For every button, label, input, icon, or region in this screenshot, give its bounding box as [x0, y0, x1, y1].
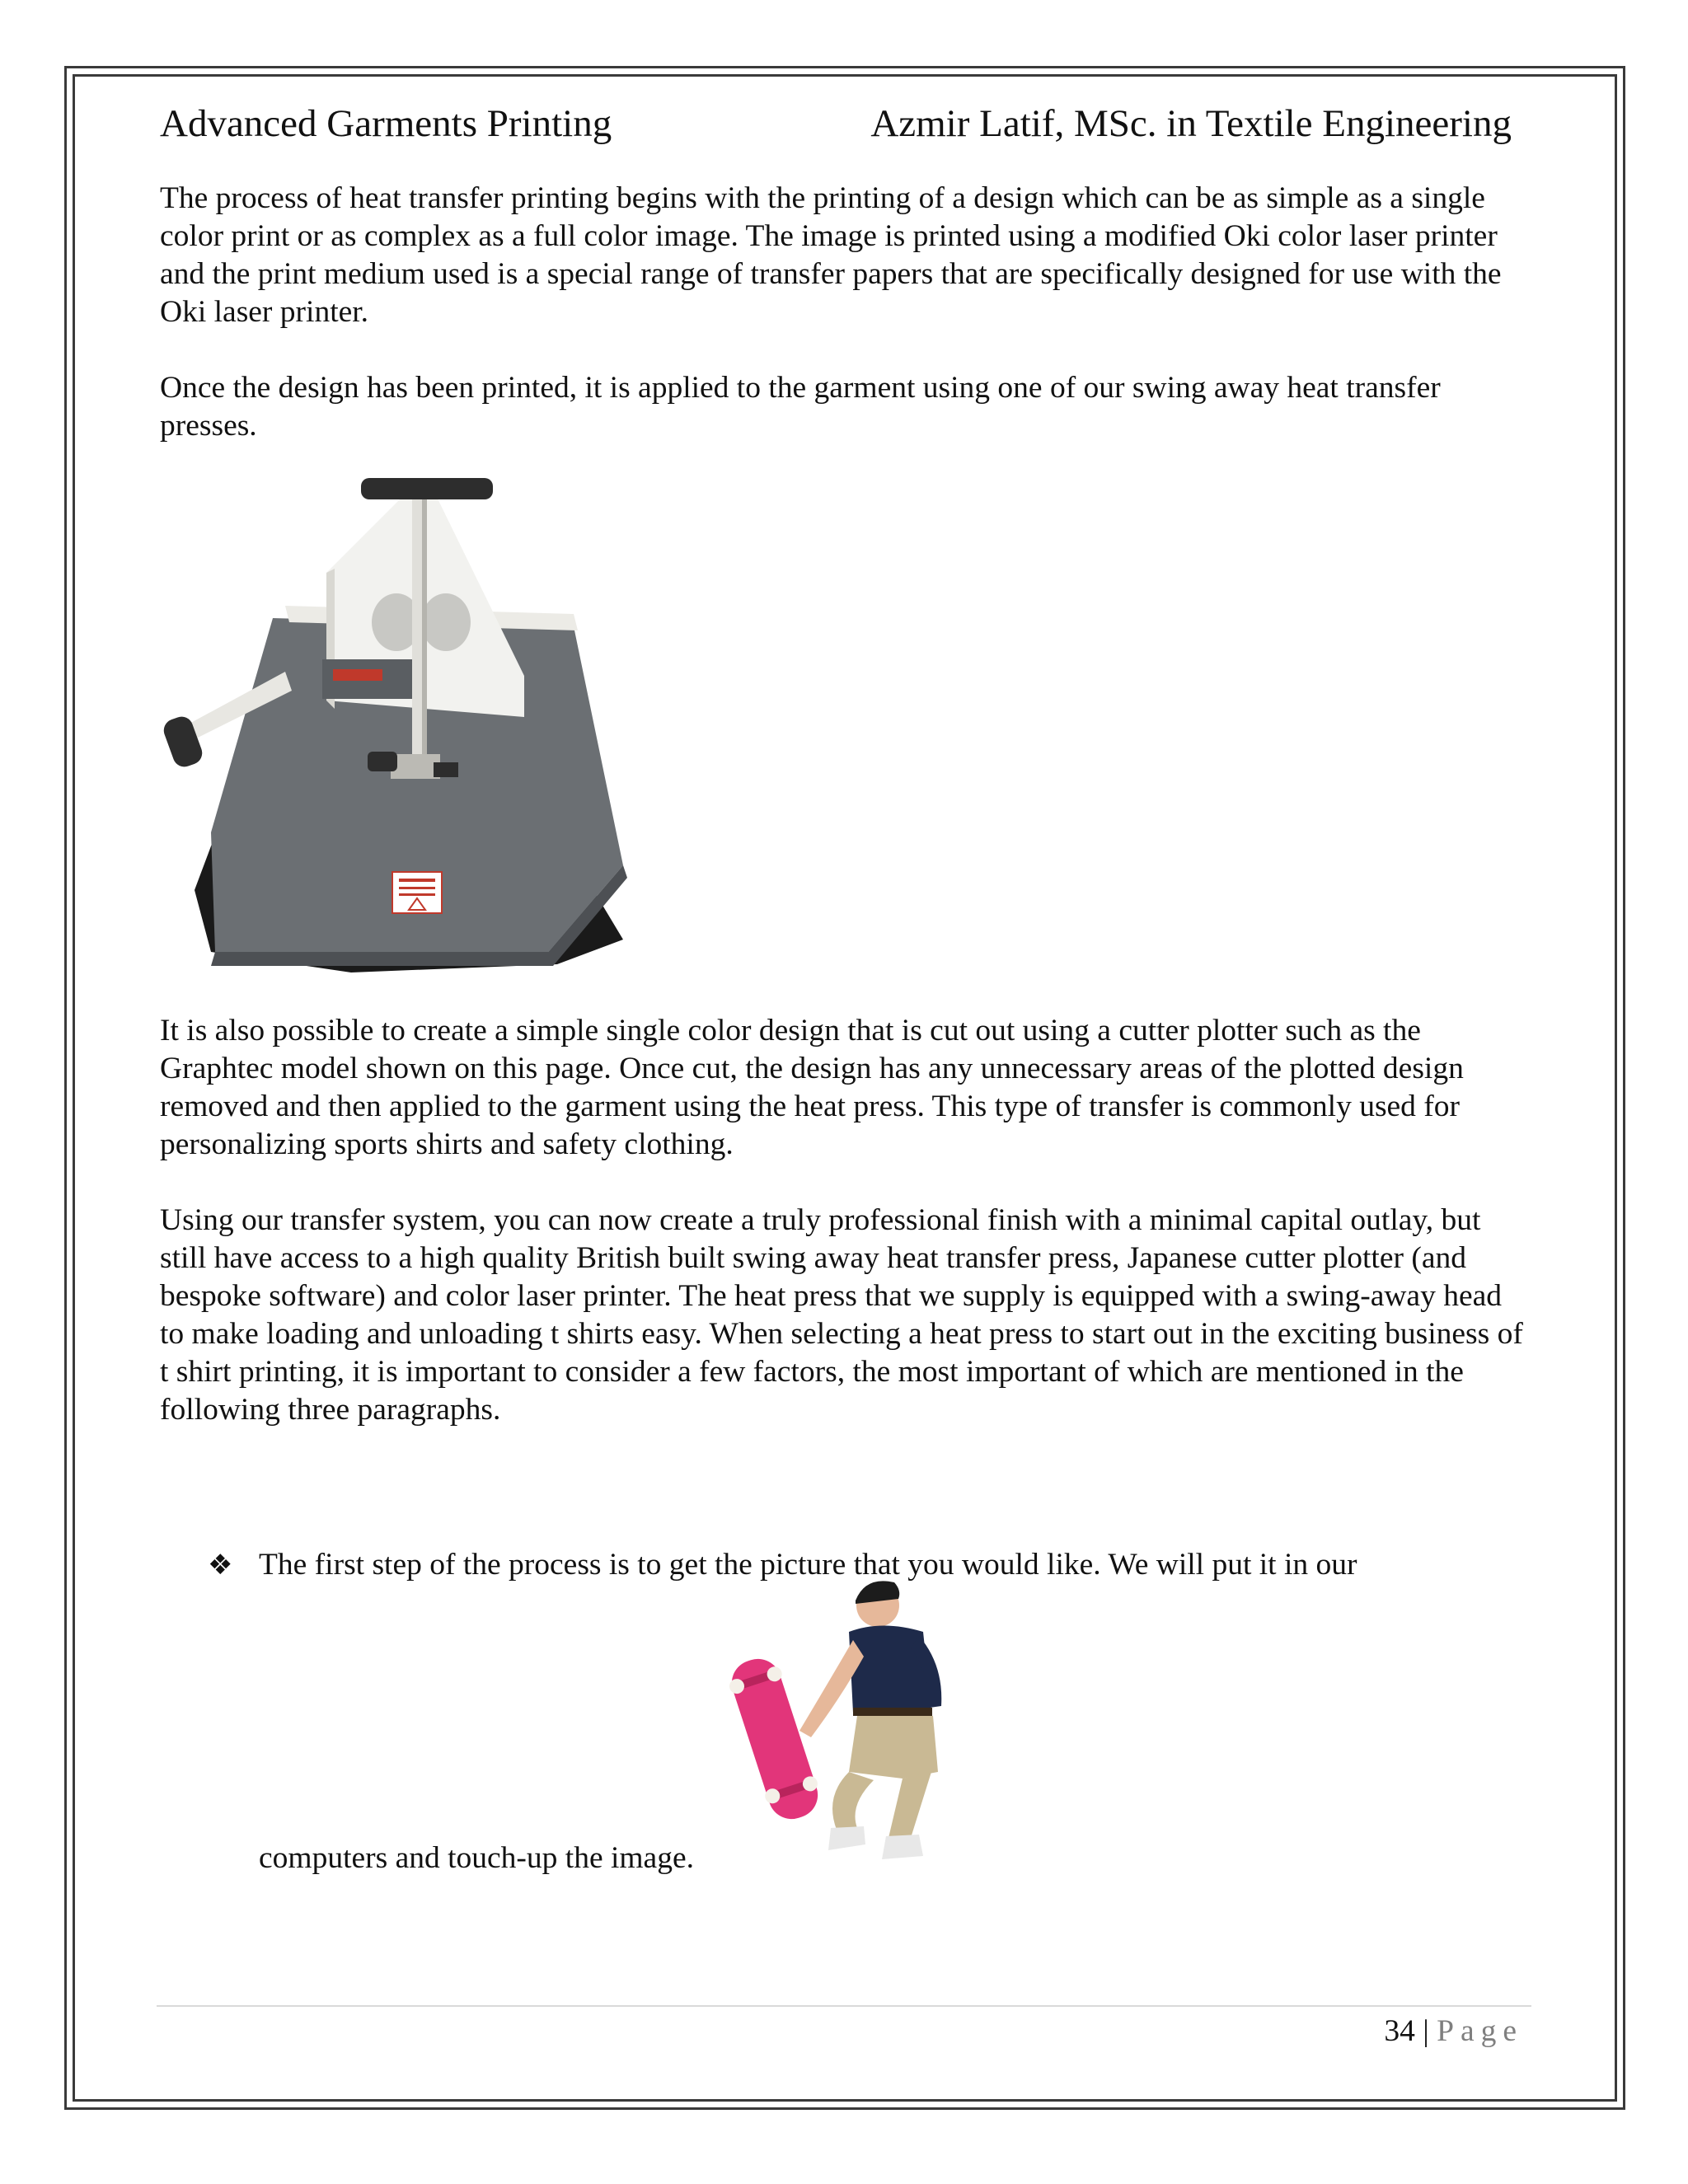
skateboarder-image — [725, 1566, 989, 1879]
heat-press-image — [162, 478, 640, 972]
diamond-bullet-icon: ❖ — [208, 1549, 233, 1582]
paragraph-application: Once the design has been printed, it is applied to the garment using one of our swing away heat transfer presses. — [160, 371, 1441, 443]
header-document-title: Advanced Garments Printing — [160, 102, 612, 145]
page-label: Page — [1437, 2014, 1523, 2048]
paragraph-heat-transfer-intro: The process of heat transfer printing begins with the printing of a design which can be as simple as a single color print or as complex as a full color image. The image is printed using a modified Oki color laser printer and the print medium used is a special range of transfer papers that are specifically designed for use with the Oki laser printer. — [160, 181, 1502, 329]
paragraph-transfer-system: Using our transfer system, you can now create a truly professional finish with a minimal capital outlay, but still have access to a high quality British built swing away heat transfer press, Japanese cutter plotter (and bespoke software) and color laser printer. The heat press that we supply is equipped with a swing-away head to make loading and unloading t shirts easy. When selecting a heat press to start out in the exciting business of t shirt printing, it is important to consider a few factors, the most important of which are mentioned in the following three paragraphs. — [160, 1203, 1523, 1427]
page-footer — [1384, 2011, 1523, 2052]
paragraph-cutter-plotter: It is also possible to create a simple single color design that is cut out using a cutter plotter such as the Graphtec model shown on this page. Once cut, the design has any unnecessary areas of the plotted design removed and then applied to the garment using the heat press. This type of transfer is commonly used for personalizing sports shirts and safety clothing. — [160, 1014, 1464, 1161]
footer-separator: | — [1423, 2014, 1429, 2048]
footer-divider — [157, 2005, 1531, 2007]
bullet-text-line1: The first step of the process is to get the picture that you would like. We will put it in our — [259, 1548, 1357, 1582]
page-number: 34 — [1384, 2014, 1415, 2048]
header-author: Azmir Latif, MSc. in Textile Engineering — [870, 102, 1512, 145]
bullet-text-line2: computers and touch-up the image. — [259, 1841, 694, 1875]
